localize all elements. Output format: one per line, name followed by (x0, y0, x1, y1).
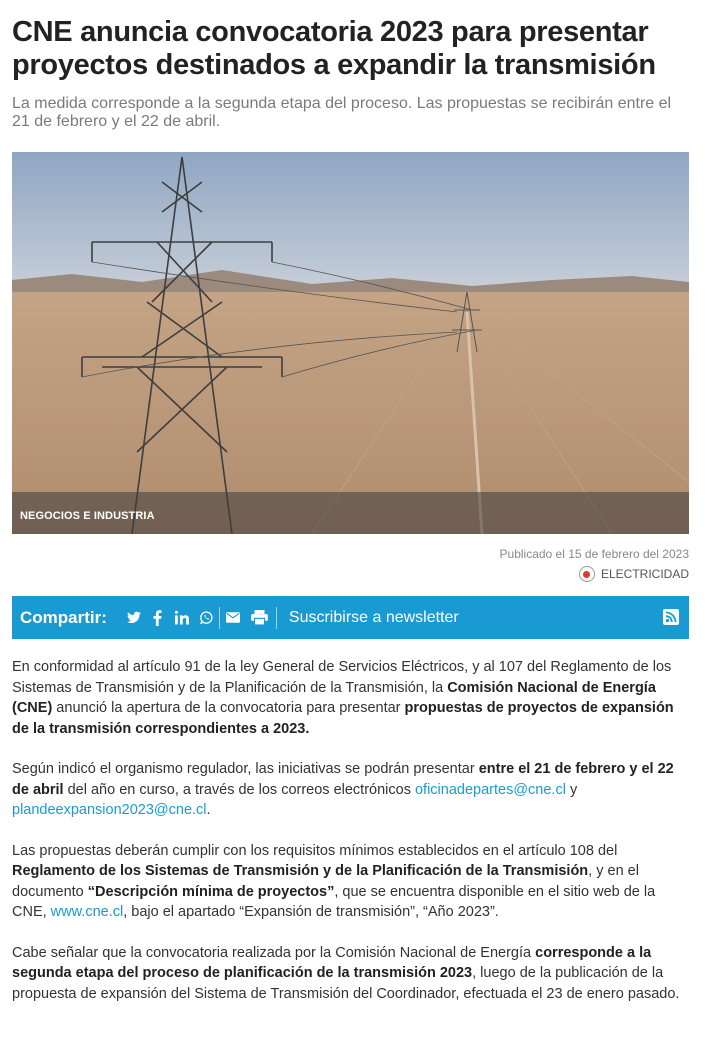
email-link-oficinadepartes[interactable]: oficinadepartes@cne.cl (414, 781, 566, 798)
print-icon[interactable] (250, 609, 270, 627)
email-link-plandeexpansion[interactable]: plandeexpansion2023@cne.cl (12, 802, 207, 818)
share-icons (127, 609, 213, 627)
hero-image[interactable] (12, 152, 689, 534)
paragraph-4: Cabe señalar que la convocatoria realizada por la Comisión Nacional de Energía corresponde a la segunda etapa del proceso de planificación de la transmisión 2023, luego de la publicación de la propuesta de expansión del Sistema de Transmisión del Coordinador, efectuada el 23 de enero pasado. (12, 944, 680, 1002)
category-label: ELECTRICIDAD (600, 567, 689, 581)
rss-icon[interactable] (663, 609, 679, 625)
article-subtitle: La medida corresponde a la segunda etapa del proceso. Las propuestas se recibirán entre el 21 de febrero y el 22 de abril. (12, 95, 672, 130)
article-title: CNE anuncia convocatoria 2023 para presentar proyectos destinados a expandir la transmisión (12, 16, 656, 81)
cne-website-link[interactable]: www.cne.cl (50, 904, 124, 920)
action-icons (226, 609, 270, 627)
article-body (12, 657, 692, 1024)
paragraph-1: En conformidad al artículo 91 de la ley General de Servicios Eléctricos, y al 107 del Reglamento de los Sistemas de Transmisión y de la Planificación de la Transmisión, la Comisión Nacional de Energía (CNE) anunció la apertura de la convocatoria para presentar propuestas de proyectos de expansión de la transmisión correspondientes a 2023. (12, 659, 674, 737)
share-label: Compartir: (20, 607, 107, 627)
newsletter-separator (276, 607, 277, 629)
mail-icon[interactable] (226, 609, 240, 627)
category-tag[interactable] (579, 566, 689, 582)
transmission-tower-photo (12, 152, 689, 534)
twitter-icon[interactable] (127, 609, 141, 627)
share-separator (219, 607, 220, 629)
newsletter-subscribe-link[interactable]: Suscribirse a newsletter (288, 608, 459, 626)
linkedin-icon[interactable] (175, 609, 189, 627)
paragraph-3: Las propuestas deberán cumplir con los requisitos mínimos establecidos en el artículo 108 del Reglamento de los Sistemas de Transmisión y de la Planificación de la Transmisión, y en el documento “Descripción mínima de proyectos”, que se encuentra disponible en el sitio web de la CNE, www.cne.cl, bajo el apartado “Expansión de transmisión”, “Año 2023”. (12, 842, 656, 920)
image-category-label[interactable]: NEGOCIOS E INDUSTRIA (20, 510, 155, 522)
electricity-category-icon (579, 566, 595, 582)
whatsapp-icon[interactable] (199, 609, 213, 627)
facebook-icon[interactable] (151, 609, 165, 627)
paragraph-2: Según indicó el organismo regulador, las iniciativas se podrán presentar entre el 21 de febrero y el 22 de abril del año en curso, a través de los correos electrónicos oficinadepartes@cne.cl y plandeexpansion2023@cne.cl. (12, 761, 674, 818)
share-bar (12, 596, 689, 639)
published-date: Publicado el 15 de febrero del 2023 (499, 547, 689, 561)
